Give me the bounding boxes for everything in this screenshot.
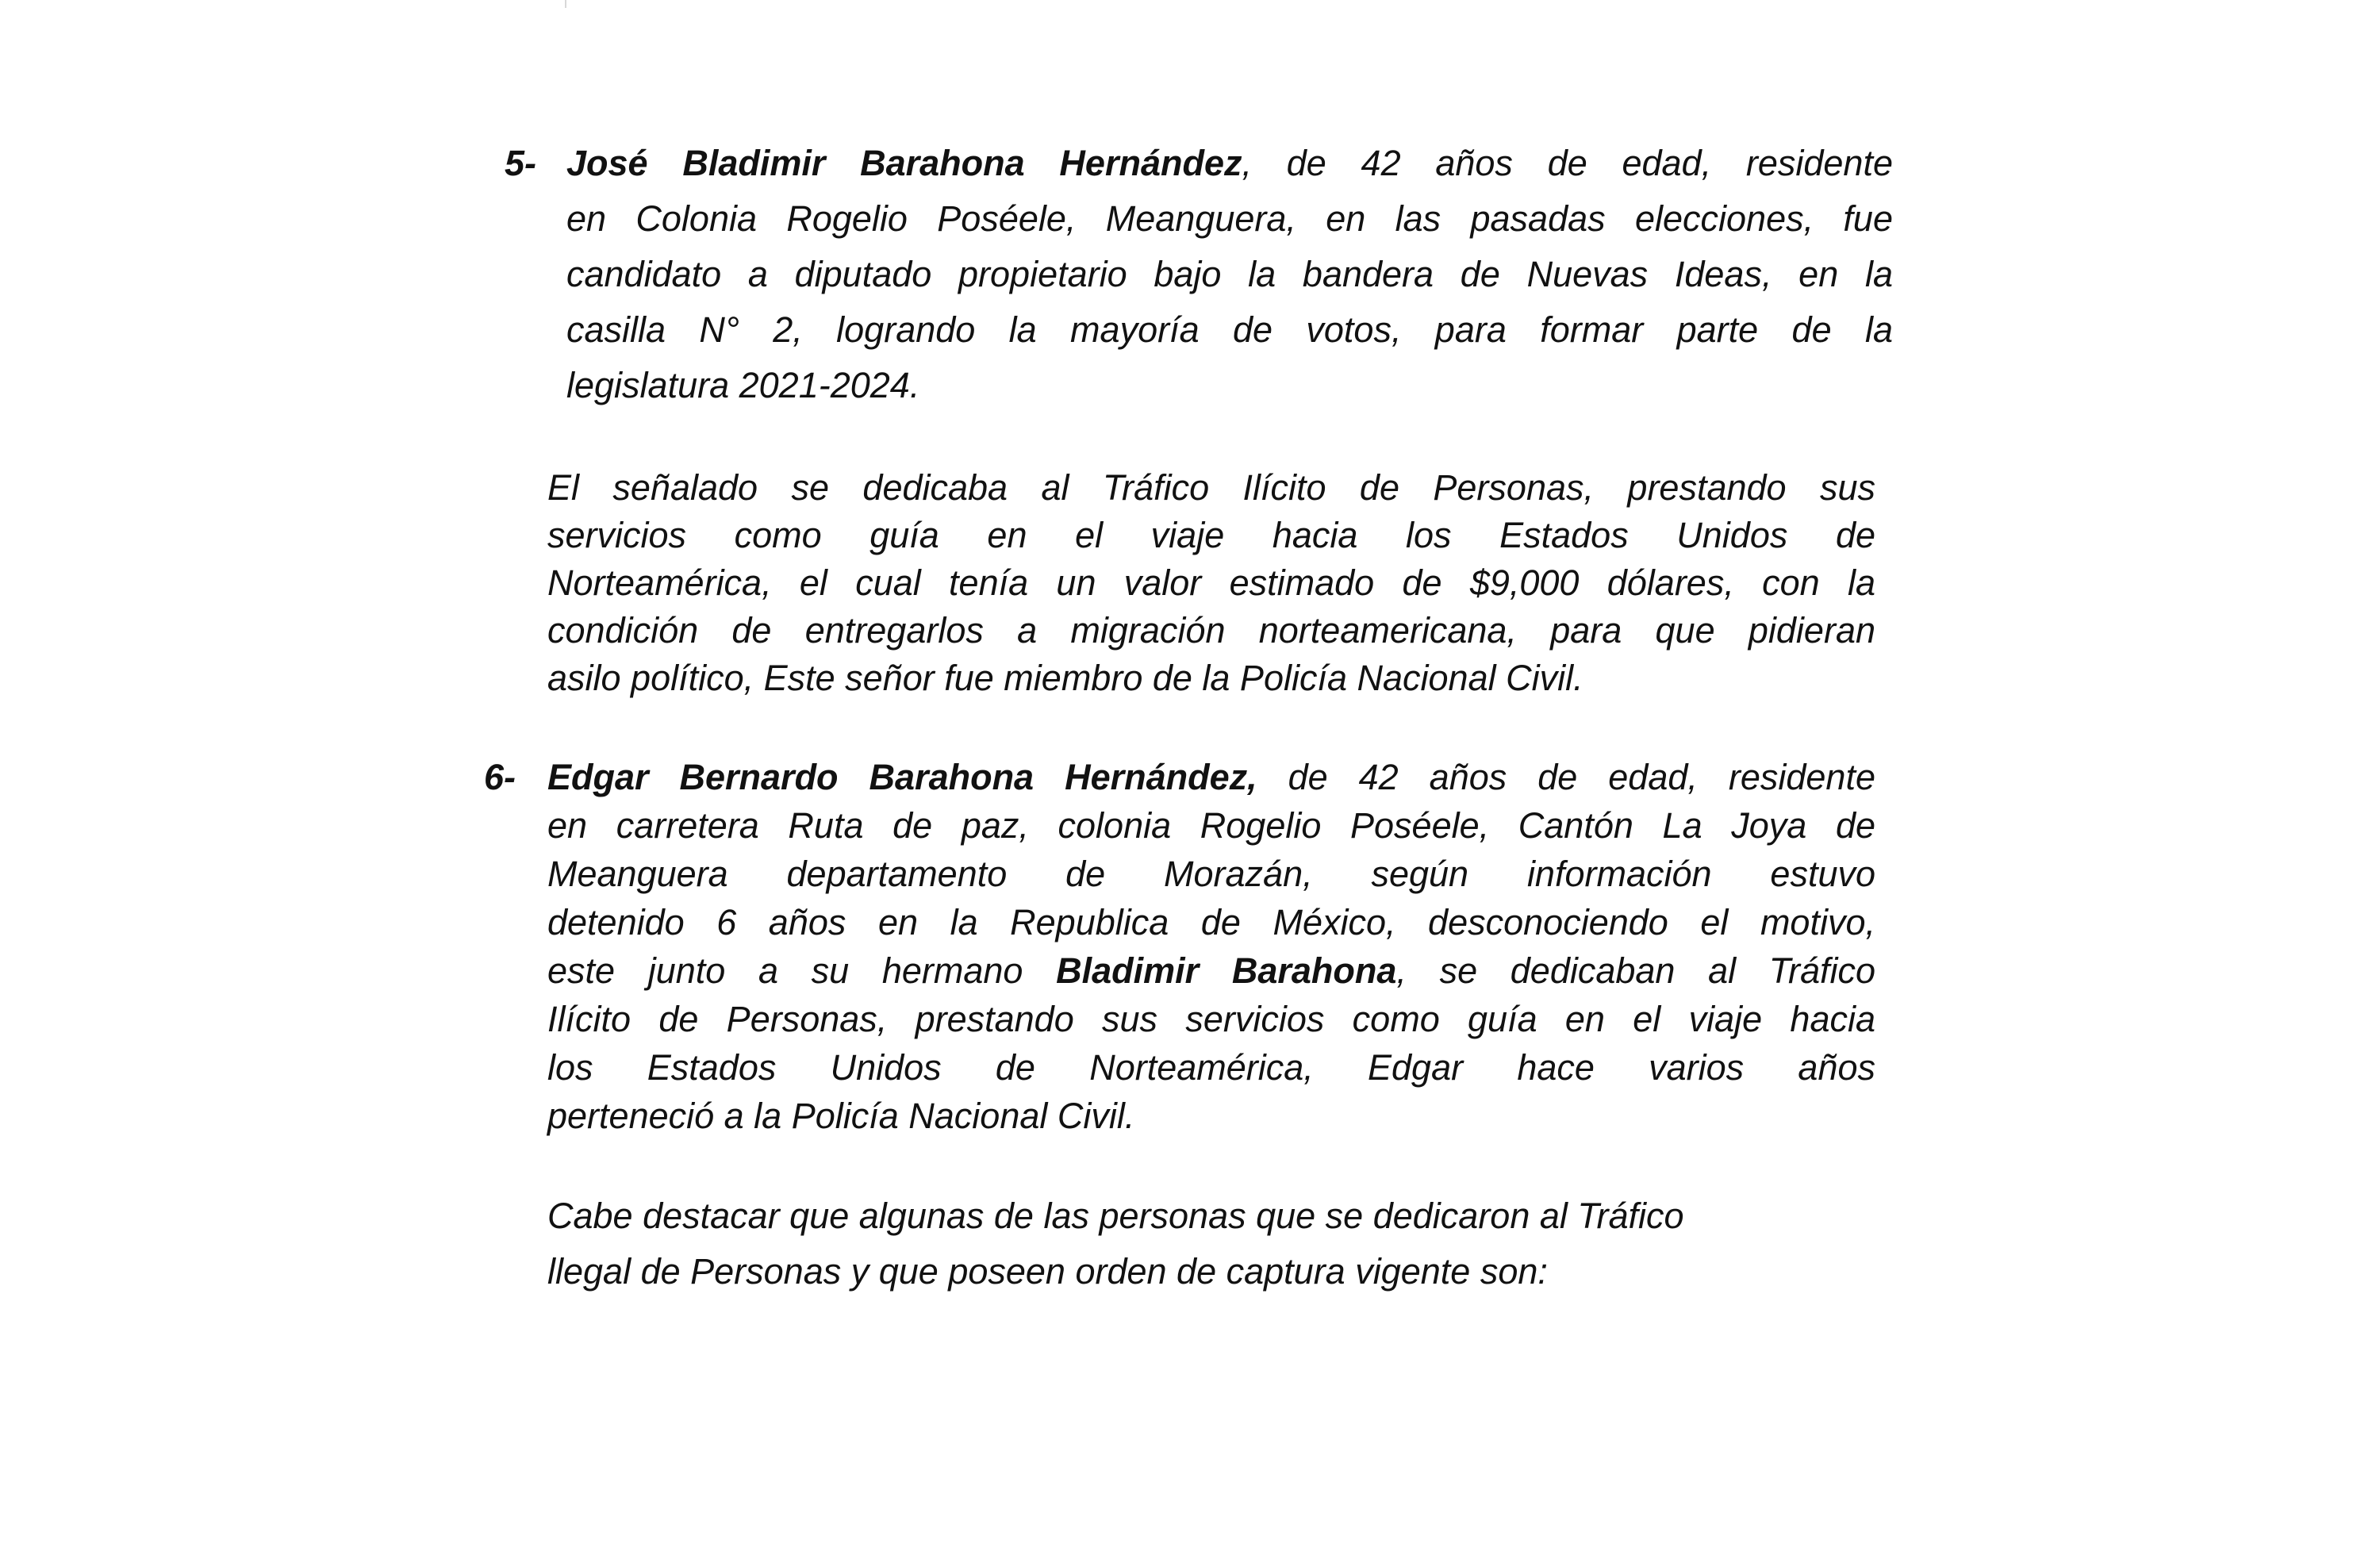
item-5-line-5: legislatura 2021-2024. <box>566 365 920 405</box>
item-5-line-1-rest: , de 42 años de edad, residente <box>1242 143 1893 183</box>
item-6-number: 6- <box>484 757 516 797</box>
item-6-line-5-post: , se dedicaban al Tráfico <box>1396 950 1875 991</box>
item-6-line-8: perteneció a la Policía Nacional Civil. <box>547 1096 1135 1136</box>
item-6-line-5-pre: este junto a su hermano <box>547 950 1057 991</box>
item-6-line-6: Ilícito de Personas, prestando sus servicios como guía en el viaje hacia <box>547 999 1875 1039</box>
item-6-line-7: los Estados Unidos de Norteamérica, Edgar hace varios años <box>547 1047 1875 1088</box>
item-6-name: Edgar Bernardo Barahona Hernández, <box>547 757 1257 797</box>
item-5-line-1 <box>566 140 1893 187</box>
para-1-line-3: Norteamérica, el cual tenía un valor estimado de $9,000 dólares, con la <box>547 562 1875 603</box>
item-6-line-1 <box>547 754 1875 801</box>
item-6-line-5 <box>547 947 1875 995</box>
para-1-line-1: El señalado se dedicaba al Tráfico Ilícito de Personas, prestando sus <box>547 467 1875 508</box>
para-1-line-4: condición de entregarlos a migración norteamericana, para que pidieran <box>547 610 1875 651</box>
item-6-line-2: en carretera Ruta de paz, colonia Rogelio Poséele, Cantón La Joya de <box>547 805 1875 846</box>
item-6-line-1-rest: de 42 años de edad, residente <box>1257 757 1875 797</box>
para-1-line-2: servicios como guía en el viaje hacia los Estados Unidos de <box>547 515 1875 555</box>
scan-mark <box>565 0 566 8</box>
item-6-line-3: Meanguera departamento de Morazán, según información estuvo <box>547 854 1875 894</box>
item-5-line-3: candidato a diputado propietario bajo la bandera de Nuevas Ideas, en la <box>566 254 1893 294</box>
para-1-line-5: asilo político, Este señor fue miembro de la Policía Nacional Civil. <box>547 658 1583 698</box>
item-5-line-4: casilla N° 2, logrando la mayoría de votos, para formar parte de la <box>566 309 1893 350</box>
item-5-name: José Bladimir Barahona Hernández <box>566 143 1242 183</box>
item-6-line-4: detenido 6 años en la Republica de México, desconociendo el motivo, <box>547 902 1875 942</box>
item-6-brother-name: Bladimir Barahona <box>1056 950 1397 991</box>
item-5-number: 5- <box>505 143 537 183</box>
para-2-line-1: Cabe destacar que algunas de las personas que se dedicaron al Tráfico <box>547 1196 1684 1236</box>
item-5-line-2: en Colonia Rogelio Poséele, Meanguera, en las pasadas elecciones, fue <box>566 198 1893 239</box>
para-2-line-2: llegal de Personas y que poseen orden de captura vigente son: <box>547 1251 1548 1292</box>
